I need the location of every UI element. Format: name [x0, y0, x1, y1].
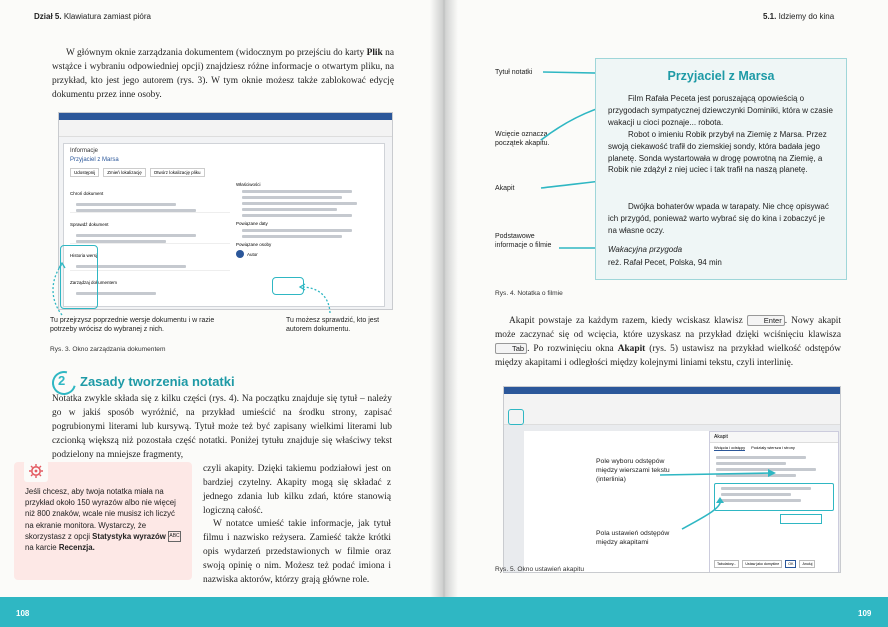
word-window-screenshot [503, 386, 841, 573]
people-title: Powiązane osoby [236, 242, 272, 247]
tab-line-page-breaks[interactable]: Podziały wiersza i strony [751, 445, 795, 450]
dates-title: Powiązane daty [236, 221, 268, 226]
note-movie-details: reż. Rafał Pecet, Polska, 94 min [608, 258, 722, 267]
label-title: Tytuł notatki [495, 69, 533, 76]
share-button[interactable]: Udostępnij [70, 168, 99, 177]
inspect-document-section[interactable]: Sprawdź dokument [70, 222, 109, 227]
line-spacing-field[interactable] [780, 514, 822, 524]
fig4-caption: Rys. 4. Notatka o filmie [495, 290, 563, 297]
doc-name: Przyjaciel z Marsa [70, 157, 119, 163]
tabs-button[interactable]: Tabulatory... [714, 560, 739, 568]
tab-indents-spacing[interactable]: Wcięcia i odstępy [714, 445, 746, 450]
arrow-author [295, 283, 335, 318]
left-header: Dział 5. Klawiatura zamiast pióra [34, 12, 151, 21]
intro-paragraph: W głównym oknie zarządzania dokumentem (widocznym po przejściu do karty Plik na wstążce i wybraniu odpowiedniej opcji) znajdziesz różne informacje o otwartym pliku, na przykład, kto jest jego autorem (rys. 3). W tym oknie możesz także zablokować edycję dokumentu przez inne osoby. [52, 48, 394, 100]
version-history-section[interactable]: Historia wersji [70, 253, 99, 258]
info-title: Informacje [70, 148, 99, 154]
callout-author: Tu możesz sprawdzić, kto jest autorem dokumentu. [286, 317, 380, 333]
page-number-left: 108 [16, 609, 30, 618]
callout-version: Tu przejrzysz poprzednie wersje dokumentu i w razie potrzeby wrócisz do wybranej z nich. [50, 317, 215, 333]
note-paragraph-3: Dwójka bohaterów wpada w tarapaty. Nie chcę opisywać ich przygód, ponieważ warto wybrać się do kina i zobaczyć je na własne oczy. [608, 202, 829, 235]
dialog-title: Akapit [710, 432, 838, 443]
section-title: Zasady tworzenia notatki [80, 374, 235, 389]
label-info: Podstawowe informacje o filmie [495, 233, 552, 249]
page-number-right: 109 [858, 609, 872, 618]
gear-icon [24, 460, 48, 482]
right-header: 5.1. Idziemy do kina [763, 12, 835, 21]
section-number: 2 [58, 373, 66, 388]
book-gutter [430, 0, 458, 627]
para-akapit: Akapit powstaje za każdym razem, kiedy wciskasz klawisz Enter . Nowy akapit może zaczynać się od wcięcia, które uzyskasz na przykład dzięki wciśnięciu klawisza Tab . Po rozwinięciu okna Akapit (rys. 5) ustawisz na przykład wielkość odstępów między akapitami i odległości między kolejnymi liniami tekstu, czyli interlinię. [495, 316, 842, 368]
label-paragraph: Akapit [495, 185, 515, 192]
footer-band [0, 597, 888, 627]
word-count-icon: ABC [168, 531, 181, 542]
callout-para-spacing: Pola ustawień odstępów między akapitami [596, 530, 670, 546]
author-avatar [236, 250, 244, 258]
callout-line-spacing: Pole wyboru odstępów między wierszami tekstu (interlinia) [596, 458, 670, 483]
document-info-screenshot [58, 112, 393, 310]
cancel-button[interactable]: Anuluj [799, 560, 815, 568]
tip-box [14, 462, 192, 580]
left-page [0, 0, 441, 627]
ok-button[interactable]: OK [785, 560, 796, 568]
enter-key: Enter [747, 315, 785, 326]
label-indent: Wcięcie oznacza początek akapitu. [495, 131, 550, 147]
move-location-button[interactable]: Zmień lokalizację [103, 168, 146, 177]
fig5-caption: Rys. 5. Okno ustawień akapitu [495, 566, 585, 573]
open-location-button[interactable]: Otwórz lokalizację pliku [150, 168, 205, 177]
properties-title: Właściwości [236, 182, 261, 187]
tip-text: Jeśli chcesz, aby twoja notatka miała na przykład około 150 wyrazów albo nie więcej niż 800 znaków, wcale nie musisz ich liczyć na ekranie monitora. Wystarczy, że skorzystasz z opcji Statystyka wyrazów ABC na karcie Recenzja. [25, 487, 180, 553]
protect-document-section[interactable]: Chroń dokument [70, 191, 104, 196]
note-paragraph-1: Film Rafała Peceta jest poruszającą opowieścią o przygodach sympatycznej dziewczynki Dominiki, która w czasie wakacji u cioci poznaje... robota. [608, 94, 833, 127]
para-structure-cont: czyli akapity. Dzięki takiemu podziałowi jest on bardziej czytelny. Akapity mogą się składać z jednego zdania lub kilku zdań, które stanowią logiczną całość. [203, 464, 391, 516]
note-title: Przyjaciel z Marsa [667, 69, 775, 83]
para-structure: Notatka zwykle składa się z kilku części (rys. 4). Na początku znajduje się tytuł – należy go w jakiś sposób wyróżnić, na przykład umieścić na środku strony, zapisać pogrubionymi literami lub kursywą. Tytuł może też być zapisany wielkimi literami lub czcionką większą niż pozostała część notatki. Poniżej tytułu znajduje się właściwy tekst podzielony na mniejsze fragmenty, [52, 394, 392, 460]
tab-key: Tab [495, 343, 527, 354]
author-label[interactable]: Autor [247, 251, 258, 257]
note-paragraph-2: Robot o imieniu Robik przybył na Ziemię z Marsa. Przez swoją ciekawość trafił do ziemskiej sondy, która badała jego planetę. Sonda wystartowała w drogę powrotną na Ziemię, a Robik nie zdążył z niej uciec i tak trafił na naszą planetę. [608, 130, 827, 175]
dialog-arrows [654, 467, 784, 547]
paragraph-launcher-highlight [508, 409, 524, 425]
right-page [447, 0, 888, 627]
movie-note [595, 58, 847, 280]
arrow-version [50, 260, 70, 320]
manage-document-section[interactable]: Zarządzaj dokumentem [70, 280, 118, 285]
fig3-caption: Rys. 3. Okno zarządzania dokumentem [50, 346, 166, 353]
note-movie-title: Wakacyjna przygoda [608, 245, 683, 254]
para-content: W notatce umieść takie informacje, jak tytuł filmu i nazwisko reżysera. Zamieść także krótki opis wydarzeń przedstawionych w filmie oraz swoją opinię o nim. Możesz też podać imiona i nazwiska aktorów, którzy grają główne role. [203, 519, 391, 585]
set-default-button[interactable]: Ustaw jako domyślne [742, 560, 782, 568]
